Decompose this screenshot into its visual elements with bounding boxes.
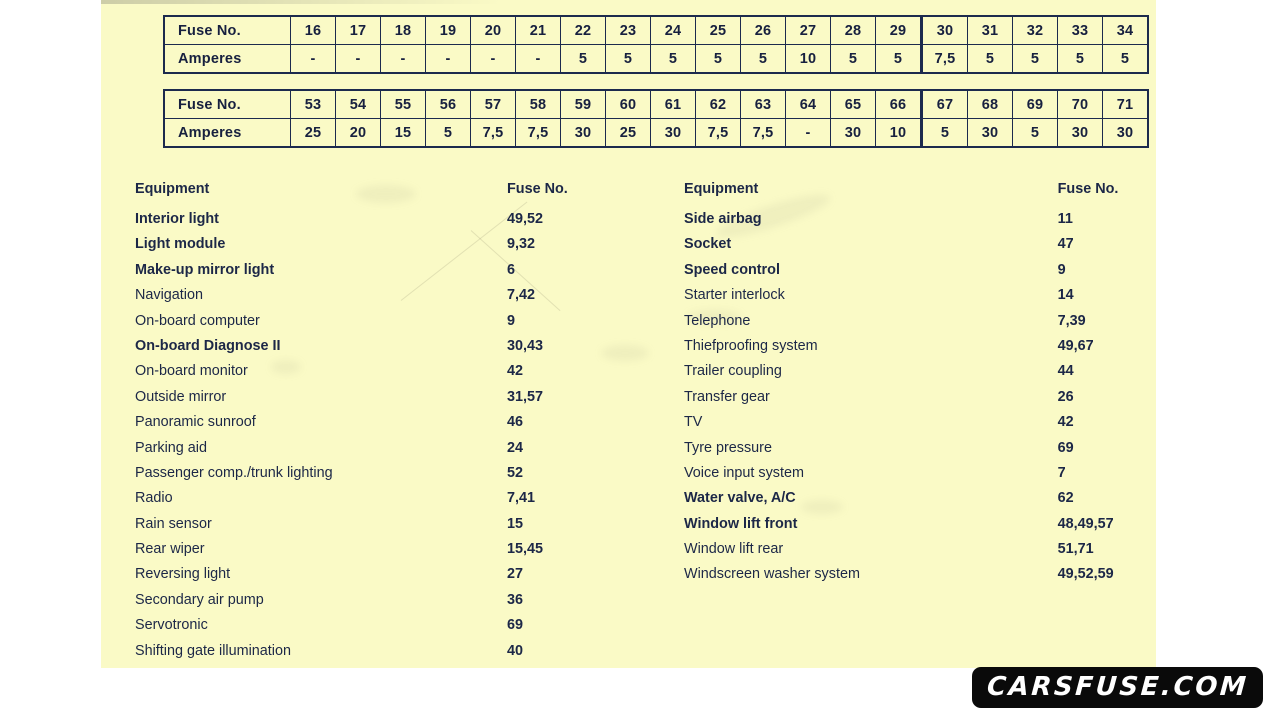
list-item bbox=[135, 363, 605, 388]
amperes-cell: 7,5 bbox=[516, 119, 561, 148]
fuse-no-cell: 29 bbox=[876, 16, 922, 45]
list-item bbox=[684, 516, 1154, 541]
fuse-no-cell: 20 bbox=[471, 16, 516, 45]
amperes-cell: 30 bbox=[651, 119, 696, 148]
equipment-name: Interior light bbox=[135, 211, 219, 227]
equipment-fuse-no: 15,45 bbox=[507, 541, 544, 558]
amperes-cell: - bbox=[516, 45, 561, 74]
header-fuse-no: Fuse No. bbox=[1057, 181, 1119, 197]
list-item bbox=[684, 287, 1154, 312]
equipment-name: Transfer gear bbox=[684, 388, 770, 405]
equipment-fuse-no: 36 bbox=[507, 591, 524, 608]
equipment-name: Water valve, A/C bbox=[684, 490, 796, 507]
equipment-name: Reversing light bbox=[135, 566, 231, 583]
list-item bbox=[135, 414, 605, 439]
row-label-amperes: Amperes bbox=[164, 119, 291, 148]
equipment-fuse-no: 42 bbox=[1057, 414, 1074, 431]
site-watermark bbox=[972, 667, 1263, 708]
header-equipment: Equipment bbox=[684, 181, 759, 197]
amperes-cell: 30 bbox=[968, 119, 1013, 148]
amperes-cell: 20 bbox=[336, 119, 381, 148]
amperes-cell: 10 bbox=[786, 45, 831, 74]
equipment-name: On-board monitor bbox=[135, 363, 248, 380]
fuse-no-cell: 25 bbox=[696, 16, 741, 45]
list-item bbox=[135, 287, 605, 312]
amperes-cell: 5 bbox=[1013, 119, 1058, 148]
amperes-cell: 15 bbox=[381, 119, 426, 148]
amperes-cell: - bbox=[381, 45, 426, 74]
list-item bbox=[135, 236, 605, 261]
fuse-no-cell: 27 bbox=[786, 16, 831, 45]
amperes-cell: 7,5 bbox=[922, 45, 968, 74]
fuse-no-cell: 65 bbox=[831, 90, 876, 119]
list-item bbox=[684, 389, 1154, 414]
list-item bbox=[684, 414, 1154, 439]
list-item bbox=[135, 338, 605, 363]
equipment-fuse-no: 69 bbox=[1057, 439, 1074, 456]
equipment-name: Telephone bbox=[684, 312, 751, 329]
equipment-fuse-no: 7,39 bbox=[1057, 312, 1086, 329]
equipment-name: Make-up mirror light bbox=[135, 261, 275, 278]
amperes-cell: 10 bbox=[876, 119, 922, 148]
list-item bbox=[684, 262, 1154, 287]
scanned-manual-page bbox=[101, 0, 1156, 668]
equipment-fuse-no: 15 bbox=[507, 515, 524, 532]
amperes-cell: - bbox=[336, 45, 381, 74]
amperes-cell: - bbox=[786, 119, 831, 148]
fuse-no-cell: 68 bbox=[968, 90, 1013, 119]
equipment-fuse-no: 42 bbox=[507, 363, 524, 380]
equipment-list-header bbox=[684, 181, 1154, 197]
list-item bbox=[684, 490, 1154, 515]
equipment-fuse-no: 31,57 bbox=[507, 388, 544, 405]
amperes-cell: 5 bbox=[922, 119, 968, 148]
fuse-no-cell: 58 bbox=[516, 90, 561, 119]
equipment-name: Starter interlock bbox=[684, 287, 785, 304]
equipment-name: Outside mirror bbox=[135, 388, 227, 405]
fuse-no-cell: 56 bbox=[426, 90, 471, 119]
amperes-cell: 25 bbox=[291, 119, 336, 148]
list-item bbox=[684, 465, 1154, 490]
list-item bbox=[135, 262, 605, 287]
list-item bbox=[684, 313, 1154, 338]
equipment-name: Side airbag bbox=[684, 211, 762, 227]
fuse-amperes-table-1 bbox=[163, 15, 1149, 74]
equipment-list-right bbox=[684, 181, 1154, 592]
amperes-cell: 7,5 bbox=[741, 119, 786, 148]
fuse-amperes-table-2 bbox=[163, 89, 1149, 148]
equipment-name: Panoramic sunroof bbox=[135, 414, 256, 431]
list-item bbox=[684, 211, 1154, 236]
amperes-cell: - bbox=[291, 45, 336, 74]
header-fuse-no: Fuse No. bbox=[507, 181, 568, 197]
amperes-cell: 30 bbox=[1103, 119, 1149, 148]
equipment-fuse-no: 30,43 bbox=[507, 337, 544, 354]
equipment-fuse-no: 49,67 bbox=[1057, 337, 1094, 354]
fuse-no-cell: 19 bbox=[426, 16, 471, 45]
fuse-no-cell: 17 bbox=[336, 16, 381, 45]
table-row-fuse-no bbox=[164, 90, 1148, 119]
amperes-cell: 5 bbox=[876, 45, 922, 74]
fuse-no-cell: 18 bbox=[381, 16, 426, 45]
equipment-list-left bbox=[135, 181, 605, 668]
equipment-fuse-no: 44 bbox=[1057, 363, 1074, 380]
fuse-no-cell: 67 bbox=[922, 90, 968, 119]
equipment-name: Windscreen washer system bbox=[684, 566, 860, 583]
row-label-fuse-no: Fuse No. bbox=[164, 90, 291, 119]
amperes-cell: 5 bbox=[968, 45, 1013, 74]
equipment-name: Speed control bbox=[684, 261, 780, 278]
equipment-fuse-no: 46 bbox=[507, 414, 524, 431]
equipment-name: Passenger comp./trunk lighting bbox=[135, 464, 333, 481]
fuse-no-cell: 33 bbox=[1058, 16, 1103, 45]
fuse-no-cell: 28 bbox=[831, 16, 876, 45]
equipment-fuse-no: 51,71 bbox=[1057, 541, 1094, 558]
equipment-fuse-no: 14 bbox=[1057, 287, 1074, 304]
amperes-cell: 30 bbox=[561, 119, 606, 148]
equipment-fuse-no: 52 bbox=[507, 464, 524, 481]
amperes-cell: 5 bbox=[741, 45, 786, 74]
fuse-no-cell: 59 bbox=[561, 90, 606, 119]
list-item bbox=[135, 465, 605, 490]
list-item bbox=[684, 363, 1154, 388]
equipment-name: Voice input system bbox=[684, 464, 804, 481]
equipment-fuse-no: 7,42 bbox=[507, 287, 536, 304]
equipment-name: Servotronic bbox=[135, 617, 208, 634]
equipment-name: Socket bbox=[684, 236, 732, 253]
fuse-no-cell: 26 bbox=[741, 16, 786, 45]
fuse-no-cell: 69 bbox=[1013, 90, 1058, 119]
fuse-no-cell: 71 bbox=[1103, 90, 1149, 119]
equipment-name: Shifting gate illumination bbox=[135, 642, 291, 659]
fuse-no-cell: 32 bbox=[1013, 16, 1058, 45]
equipment-name: Rain sensor bbox=[135, 515, 212, 532]
fuse-no-cell: 23 bbox=[606, 16, 651, 45]
equipment-fuse-no: 69 bbox=[507, 617, 524, 634]
equipment-fuse-no: 9,32 bbox=[507, 236, 536, 253]
equipment-fuse-no: 6 bbox=[507, 261, 516, 278]
amperes-cell: 5 bbox=[1103, 45, 1149, 74]
amperes-cell: 5 bbox=[561, 45, 606, 74]
list-item bbox=[135, 313, 605, 338]
fuse-no-cell: 64 bbox=[786, 90, 831, 119]
amperes-cell: 7,5 bbox=[696, 119, 741, 148]
equipment-fuse-no: 7 bbox=[1057, 464, 1066, 481]
amperes-cell: 30 bbox=[831, 119, 876, 148]
equipment-name: Tyre pressure bbox=[684, 439, 772, 456]
amperes-cell: 5 bbox=[1013, 45, 1058, 74]
fuse-no-cell: 63 bbox=[741, 90, 786, 119]
fuse-no-cell: 60 bbox=[606, 90, 651, 119]
amperes-cell: 30 bbox=[1058, 119, 1103, 148]
fuse-no-cell: 21 bbox=[516, 16, 561, 45]
fuse-no-cell: 54 bbox=[336, 90, 381, 119]
fuse-no-cell: 55 bbox=[381, 90, 426, 119]
list-item bbox=[135, 490, 605, 515]
list-item bbox=[135, 541, 605, 566]
amperes-cell: - bbox=[471, 45, 516, 74]
list-item bbox=[135, 440, 605, 465]
amperes-cell: 5 bbox=[696, 45, 741, 74]
fuse-no-cell: 30 bbox=[922, 16, 968, 45]
equipment-fuse-no: 26 bbox=[1057, 388, 1074, 405]
fuse-no-cell: 70 bbox=[1058, 90, 1103, 119]
fuse-no-cell: 34 bbox=[1103, 16, 1149, 45]
equipment-fuse-no: 7,41 bbox=[507, 490, 536, 507]
equipment-fuse-no: 9 bbox=[507, 312, 516, 329]
list-item bbox=[684, 566, 1154, 591]
list-item bbox=[135, 389, 605, 414]
equipment-name: Rear wiper bbox=[135, 541, 205, 558]
list-item bbox=[135, 592, 605, 617]
equipment-name: Navigation bbox=[135, 287, 203, 304]
equipment-name: Light module bbox=[135, 236, 226, 253]
header-equipment: Equipment bbox=[135, 181, 210, 197]
amperes-cell: 5 bbox=[831, 45, 876, 74]
equipment-name: Window lift rear bbox=[684, 541, 784, 558]
equipment-list-header bbox=[135, 181, 605, 197]
equipment-name: Thiefproofing system bbox=[684, 337, 818, 354]
amperes-cell: 5 bbox=[426, 119, 471, 148]
list-item bbox=[135, 211, 605, 236]
fuse-no-cell: 24 bbox=[651, 16, 696, 45]
list-item bbox=[135, 617, 605, 642]
amperes-cell: - bbox=[426, 45, 471, 74]
equipment-fuse-no: 11 bbox=[1057, 211, 1073, 227]
list-item bbox=[135, 516, 605, 541]
equipment-name: Radio bbox=[135, 490, 173, 507]
fuse-no-cell: 53 bbox=[291, 90, 336, 119]
equipment-name: Window lift front bbox=[684, 515, 798, 532]
row-label-amperes: Amperes bbox=[164, 45, 291, 74]
table-row-fuse-no bbox=[164, 16, 1148, 45]
fuse-no-cell: 61 bbox=[651, 90, 696, 119]
equipment-fuse-no: 62 bbox=[1057, 490, 1074, 507]
list-item bbox=[684, 440, 1154, 465]
equipment-fuse-no: 40 bbox=[507, 642, 524, 659]
equipment-fuse-no: 49,52 bbox=[507, 211, 544, 227]
fuse-no-cell: 31 bbox=[968, 16, 1013, 45]
table-row-amperes bbox=[164, 119, 1148, 148]
fuse-no-cell: 66 bbox=[876, 90, 922, 119]
fuse-no-cell: 16 bbox=[291, 16, 336, 45]
equipment-fuse-no: 24 bbox=[507, 439, 524, 456]
list-item bbox=[135, 643, 605, 668]
equipment-fuse-no: 47 bbox=[1057, 236, 1074, 253]
amperes-cell: 7,5 bbox=[471, 119, 516, 148]
list-item bbox=[684, 338, 1154, 363]
equipment-name: TV bbox=[684, 414, 703, 431]
equipment-name: Trailer coupling bbox=[684, 363, 782, 380]
list-item bbox=[684, 236, 1154, 261]
list-item bbox=[684, 541, 1154, 566]
scan-smudge bbox=[601, 345, 649, 361]
equipment-fuse-no: 49,52,59 bbox=[1057, 566, 1114, 583]
equipment-name: Secondary air pump bbox=[135, 591, 264, 608]
fuse-no-cell: 62 bbox=[696, 90, 741, 119]
equipment-name: On-board Diagnose II bbox=[135, 337, 281, 354]
amperes-cell: 25 bbox=[606, 119, 651, 148]
equipment-name: Parking aid bbox=[135, 439, 207, 456]
amperes-cell: 5 bbox=[606, 45, 651, 74]
amperes-cell: 5 bbox=[651, 45, 696, 74]
equipment-fuse-no: 48,49,57 bbox=[1057, 515, 1114, 532]
equipment-fuse-no: 27 bbox=[507, 566, 524, 583]
amperes-cell: 5 bbox=[1058, 45, 1103, 74]
watermark-text: CARSFUSE.COM bbox=[985, 672, 1250, 702]
fuse-no-cell: 22 bbox=[561, 16, 606, 45]
fuse-no-cell: 57 bbox=[471, 90, 516, 119]
equipment-fuse-no: 9 bbox=[1057, 261, 1066, 278]
equipment-name: On-board computer bbox=[135, 312, 260, 329]
list-item bbox=[135, 566, 605, 591]
table-row-amperes bbox=[164, 45, 1148, 74]
row-label-fuse-no: Fuse No. bbox=[164, 16, 291, 45]
